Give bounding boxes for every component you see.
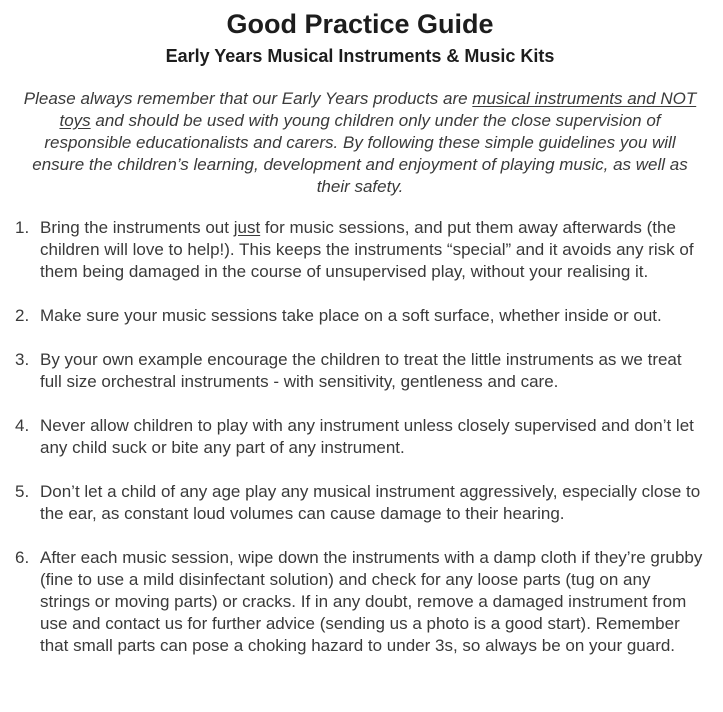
item-text: Never allow children to play with any instrument unless closely supervised and don’t let any child suck or bite any part of any instrument. <box>40 416 694 457</box>
item-text: After each music session, wipe down the instruments with a damp cloth if they’re grubby (fine to use a mild disinfectant solution) and check for any loose parts (tug on any strings or moving parts) or cracks. If in any doubt, remove a damaged instrument from use and contact us for further advice (sending us a photo is a good start). Remember that small parts can pose a choking hazard to under 3s, so always be on your guard. <box>40 548 703 655</box>
item-number: 6. <box>15 548 30 567</box>
item-number: 5. <box>15 482 30 501</box>
item-text: By your own example encourage the children to treat the little instruments as we treat full size orchestral instruments - with sensitivity, gentleness and care. <box>40 350 682 391</box>
list-item-3 <box>15 349 705 393</box>
item-text: Make sure your music sessions take place on a soft surface, whether inside or out. <box>40 306 662 325</box>
list-item-1 <box>15 217 705 283</box>
guidelines-list <box>15 217 705 657</box>
item-number: 2. <box>15 306 30 325</box>
list-item-6 <box>15 547 705 657</box>
item-text: Don’t let a child of any age play any musical instrument aggressively, especially close to the ear, as constant loud volumes can cause damage to their hearing. <box>40 482 701 523</box>
intro-underlined-phrase: musical instruments and NOT toys <box>59 89 697 130</box>
item-text-before: Bring the instruments out <box>40 218 234 237</box>
intro-text-after: and should be used with young children only under the close supervision of responsible educationalists and carers. By following these simple guidelines you will ensure the children’s learning, development and enjoyment of playing music, as well as their safety. <box>32 111 688 196</box>
item-underlined-word: just <box>233 218 261 237</box>
item-text-after: for music sessions, and put them away afterwards (the children will love to help!). This keeps the instruments “special” and it avoids any risk of them being damaged in the course of unsupervised play, without your realising it. <box>40 218 694 281</box>
item-text <box>40 217 705 283</box>
list-item-5 <box>15 481 705 525</box>
list-item-2 <box>15 305 705 327</box>
intro-text-before: Please always remember that our Early Years products are <box>23 89 473 108</box>
item-number: 4. <box>15 416 30 435</box>
page-subtitle: Early Years Musical Instruments & Music Kits <box>165 46 555 66</box>
intro-paragraph <box>19 88 701 198</box>
item-number: 3. <box>15 350 30 369</box>
item-number: 1. <box>15 218 30 237</box>
page-title: Good Practice Guide <box>226 9 494 39</box>
list-item-4 <box>15 415 705 459</box>
